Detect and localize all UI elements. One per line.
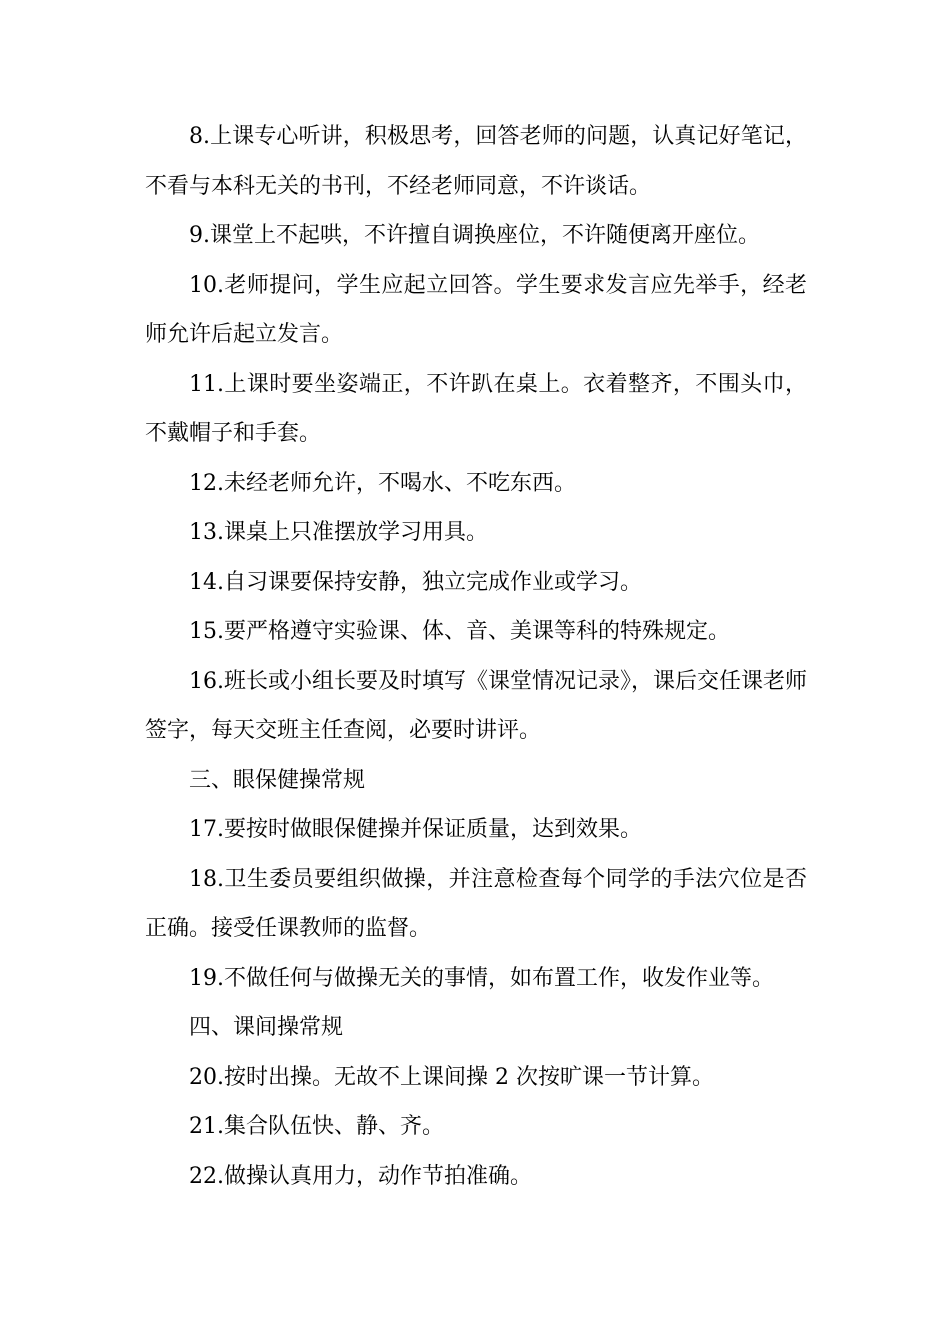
rule-paragraph: 12.未经老师允许，不喝水、不吃东西。 bbox=[189, 470, 576, 496]
rule-paragraph: 17.要按时做眼保健操并保证质量，达到效果。 bbox=[189, 817, 642, 842]
rule-paragraph: 15.要严格遵守实验课、体、音、美课等科的特殊规定。 bbox=[189, 619, 730, 644]
rule-paragraph: 20.按时出操。无故不上课间操 2 次按旷课一节计算。 bbox=[189, 1064, 714, 1090]
rule-paragraph: 8.上课专心听讲，积极思考，回答老师的问题，认真记好笔记，不看与本科无关的书刊，不经老师同意，不许谈话。 bbox=[145, 124, 807, 199]
rule-paragraph: 10.老师提问，学生应起立回答。学生要求发言应先举手，经老师允许后起立发言。 bbox=[145, 272, 807, 347]
section-heading: 四、课间操常规 bbox=[189, 1015, 344, 1040]
document-body bbox=[145, 112, 807, 1201]
rule-paragraph: 9.课堂上不起哄，不许擅自调换座位，不许随便离开座位。 bbox=[189, 223, 760, 248]
section-heading: 三、眼保健操常规 bbox=[189, 767, 366, 793]
rule-paragraph: 18.卫生委员要组织做操，并注意检查每个同学的手法穴位是否正确。接受任课教师的监督。 bbox=[145, 866, 807, 941]
rule-paragraph: 13.课桌上只准摆放学习用具。 bbox=[189, 520, 488, 545]
rule-paragraph: 21.集合队伍快、静、齐。 bbox=[189, 1114, 444, 1139]
rule-paragraph: 16.班长或小组长要及时填写《课堂情况记录》，课后交任课老师签字，每天交班主任查阅，必要时讲评。 bbox=[145, 668, 807, 743]
rule-paragraph: 19.不做任何与做操无关的事情，如布置工作，收发作业等。 bbox=[189, 965, 774, 991]
rule-paragraph: 11.上课时要坐姿端正，不许趴在桌上。衣着整齐，不围头巾，不戴帽子和手套。 bbox=[145, 371, 807, 446]
rule-paragraph: 14.自习课要保持安静，独立完成作业或学习。 bbox=[189, 569, 642, 595]
rule-paragraph: 22.做操认真用力，动作节拍准确。 bbox=[189, 1163, 532, 1189]
